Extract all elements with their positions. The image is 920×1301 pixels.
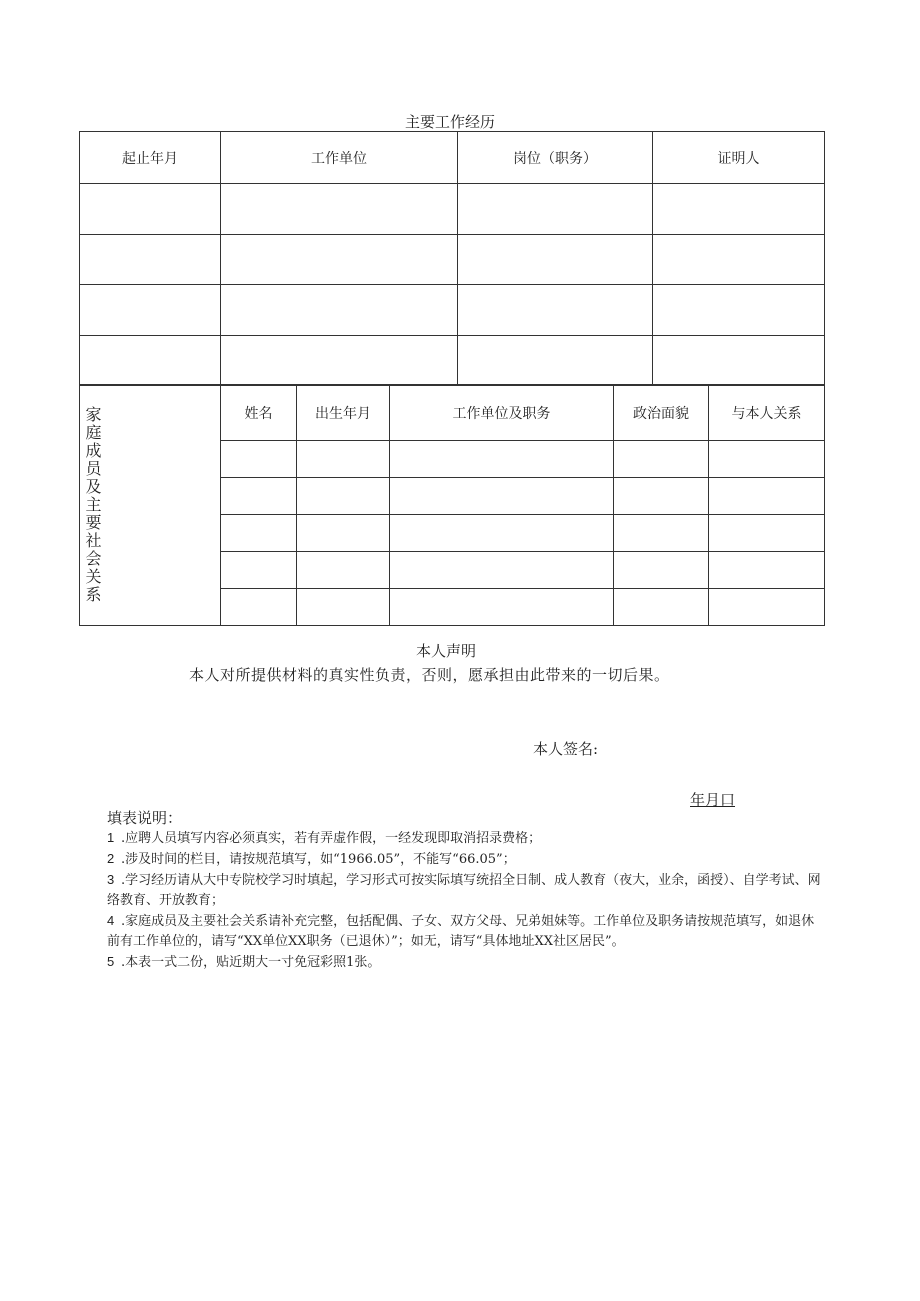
work-history-header-row — [80, 132, 825, 184]
note-number: 3 — [107, 872, 115, 887]
family-cell-name[interactable] — [221, 552, 297, 589]
note-text: .学习经历请从大中专院校学习时填起，学习形式可按实际填写统招全日制、成人教育（夜大，业余，函授）、自学考试、网络教育、开放教育； — [107, 873, 821, 908]
note-text: .涉及时间的栏目，请按规范填写，如“1966.05”，不能写“66.05”； — [121, 852, 516, 867]
family-header-relationship: 与本人关系 — [709, 385, 825, 441]
family-cell-birth[interactable] — [297, 441, 390, 478]
family-cell-birth[interactable] — [297, 515, 390, 552]
family-side-label-cell — [80, 385, 221, 626]
family-cell-relationship[interactable] — [709, 441, 825, 478]
work-header-period: 起止年月 — [80, 132, 221, 184]
family-cell-political-status[interactable] — [614, 589, 709, 626]
work-cell-employer[interactable] — [221, 285, 458, 336]
family-header-employer-position: 工作单位及职务 — [390, 385, 614, 441]
date-label: 年月口 — [690, 791, 736, 809]
table-row — [80, 235, 825, 285]
notes-section — [107, 808, 825, 973]
family-cell-birth[interactable] — [297, 552, 390, 589]
work-cell-employer[interactable] — [221, 336, 458, 386]
signature-label: 本人签名: — [533, 740, 599, 758]
work-cell-reference[interactable] — [653, 336, 825, 386]
work-cell-reference[interactable] — [653, 184, 825, 235]
work-history-title: 主要工作经历 — [404, 113, 495, 131]
family-cell-employer-position[interactable] — [390, 441, 614, 478]
work-history-table — [79, 131, 825, 386]
work-cell-employer[interactable] — [221, 235, 458, 285]
work-cell-period[interactable] — [80, 285, 221, 336]
note-number: 2 — [107, 851, 115, 866]
family-cell-political-status[interactable] — [614, 441, 709, 478]
family-header-name: 姓名 — [221, 385, 297, 441]
list-item — [107, 911, 825, 952]
family-cell-employer-position[interactable] — [390, 515, 614, 552]
family-cell-name[interactable] — [221, 515, 297, 552]
list-item — [107, 952, 825, 973]
family-side-label: 家庭成员及主要社会关系 — [83, 406, 102, 604]
family-cell-political-status[interactable] — [614, 515, 709, 552]
work-cell-position[interactable] — [458, 235, 653, 285]
family-cell-employer-position[interactable] — [390, 478, 614, 515]
work-cell-position[interactable] — [458, 285, 653, 336]
declaration-title: 本人声明 — [416, 642, 477, 660]
family-cell-political-status[interactable] — [614, 478, 709, 515]
family-relations-table — [79, 384, 825, 626]
note-number: 1 — [107, 830, 115, 845]
family-cell-relationship[interactable] — [709, 478, 825, 515]
note-number: 5 — [107, 954, 115, 969]
table-row — [80, 184, 825, 235]
list-item — [107, 849, 825, 870]
note-text: .应聘人员填写内容必须真实，若有弄虚作假，一经发现即取消招录费格； — [121, 831, 542, 846]
work-cell-reference[interactable] — [653, 235, 825, 285]
note-text: .本表一式二份，贴近期大一寸免冠彩照1张。 — [121, 955, 381, 970]
family-cell-name[interactable] — [221, 441, 297, 478]
notes-title: 填表说明： — [107, 809, 183, 827]
work-cell-period[interactable] — [80, 184, 221, 235]
declaration-text: 本人对所提供材料的真实性负责，否则，愿承担由此带来的一切后果。 — [189, 666, 670, 684]
table-row — [80, 336, 825, 386]
work-cell-employer[interactable] — [221, 184, 458, 235]
family-cell-relationship[interactable] — [709, 552, 825, 589]
table-row — [80, 285, 825, 336]
work-cell-position[interactable] — [458, 336, 653, 386]
work-header-position: 岗位（职务） — [458, 132, 653, 184]
family-cell-relationship[interactable] — [709, 515, 825, 552]
list-item — [107, 828, 825, 849]
work-cell-period[interactable] — [80, 235, 221, 285]
work-header-employer: 工作单位 — [221, 132, 458, 184]
family-header-birth: 出生年月 — [297, 385, 390, 441]
note-text: .家庭成员及主要社会关系请补充完整，包括配偶、子女、双方父母、兄弟姐妹等。工作单位及职务请按规范填写，如退休前有工作单位的，请写“XX单位XX职务（已退休）”；如无，请写“具体地址XX社区居民”。 — [107, 914, 815, 949]
work-cell-reference[interactable] — [653, 285, 825, 336]
family-cell-name[interactable] — [221, 478, 297, 515]
family-cell-name[interactable] — [221, 589, 297, 626]
family-cell-employer-position[interactable] — [390, 589, 614, 626]
family-cell-political-status[interactable] — [614, 552, 709, 589]
work-cell-position[interactable] — [458, 184, 653, 235]
family-cell-relationship[interactable] — [709, 589, 825, 626]
family-cell-birth[interactable] — [297, 478, 390, 515]
work-header-reference: 证明人 — [653, 132, 825, 184]
list-item — [107, 870, 825, 911]
family-cell-employer-position[interactable] — [390, 552, 614, 589]
family-cell-birth[interactable] — [297, 589, 390, 626]
work-cell-period[interactable] — [80, 336, 221, 386]
family-header-row — [80, 385, 825, 441]
family-header-political-status: 政治面貌 — [614, 385, 709, 441]
note-number: 4 — [107, 913, 115, 928]
